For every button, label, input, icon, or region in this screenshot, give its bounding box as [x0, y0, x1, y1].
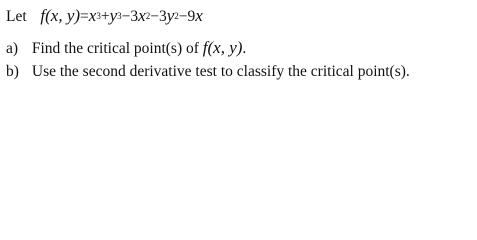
- part-a-period: .: [242, 40, 247, 57]
- term-x-cubed: $x^3$: [88, 6, 101, 25]
- op-plus: +: [100, 8, 110, 25]
- part-a-label: a): [6, 40, 19, 57]
- op-minus-2: −: [150, 8, 159, 25]
- term-y-cubed: $y^3$: [109, 6, 122, 25]
- part-a-text: Find the critical point(s) of: [31, 40, 199, 57]
- op-minus-1: −: [121, 8, 131, 25]
- intro-word: Let: [6, 8, 27, 25]
- part-a-math: f(x, y): [202, 38, 243, 57]
- equals-sign: =: [80, 8, 89, 25]
- op-minus-3: −: [178, 8, 188, 25]
- part-b: [6, 64, 410, 80]
- term-9x: 9x: [187, 6, 203, 25]
- term-3x-squared: $3x^2$: [130, 6, 151, 25]
- part-b-text: Use the second derivative test to classify the critical point(s).: [31, 63, 410, 80]
- part-b-label: b): [6, 63, 19, 80]
- function-lhs: f(x, y): [40, 6, 81, 25]
- part-a: [6, 39, 246, 57]
- function-definition: [6, 7, 203, 25]
- term-3y-squared: $3y^2$: [158, 6, 179, 25]
